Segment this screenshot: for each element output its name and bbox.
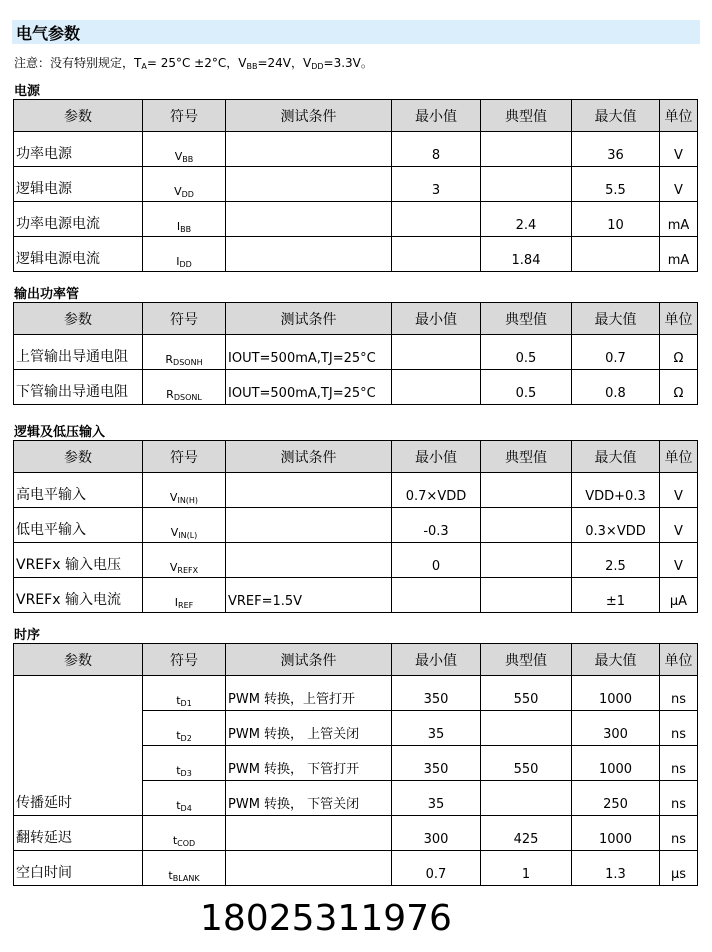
param-cell: 低电平输入	[14, 508, 143, 543]
header-condition: 测试条件	[226, 303, 392, 335]
typ-cell: 425	[481, 816, 572, 851]
symbol-letter: V	[169, 561, 178, 574]
symbol-cell	[143, 370, 226, 405]
typ-cell	[481, 781, 572, 816]
max-cell: 300	[572, 711, 660, 746]
condition-cell	[226, 508, 392, 543]
symbol-letter: t	[172, 834, 178, 847]
typ-cell	[481, 508, 572, 543]
power-table	[13, 99, 698, 272]
table-row	[14, 816, 698, 851]
symbol-cell	[143, 132, 226, 167]
typ-cell	[481, 167, 572, 202]
max-cell	[572, 237, 660, 272]
symbol-letter: R	[165, 353, 174, 366]
table-header-row	[14, 303, 698, 335]
unit-cell: ns	[660, 711, 698, 746]
header-condition: 测试条件	[226, 644, 392, 676]
table-header-row	[14, 441, 698, 473]
symbol-cell	[143, 578, 226, 613]
condition-cell	[226, 816, 392, 851]
typ-cell: 0.5	[481, 370, 572, 405]
max-cell: 1000	[572, 676, 660, 711]
min-cell: -0.3	[392, 508, 481, 543]
typ-cell	[481, 711, 572, 746]
unit-cell: V	[660, 543, 698, 578]
header-typ: 典型值	[481, 644, 572, 676]
unit-cell: V	[660, 132, 698, 167]
symbol-cell	[143, 746, 226, 781]
header-min: 最小值	[392, 441, 481, 473]
min-cell: 350	[392, 746, 481, 781]
symbol-cell	[143, 237, 226, 272]
symbol-cell	[143, 508, 226, 543]
symbol-letter: t	[168, 869, 173, 882]
max-cell: 1.3	[572, 851, 660, 886]
header-max: 最大值	[572, 644, 660, 676]
param-cell: 功率电源电流	[14, 202, 143, 237]
min-cell: 8	[392, 132, 481, 167]
symbol-subscript: D2	[180, 734, 192, 743]
output-table	[13, 302, 698, 405]
symbol-subscript: REF	[178, 601, 194, 610]
header-typ: 典型值	[481, 100, 572, 132]
header-condition: 测试条件	[226, 441, 392, 473]
symbol-cell	[143, 202, 226, 237]
min-cell: 0.7×VDD	[392, 473, 481, 508]
typ-cell	[481, 132, 572, 167]
symbol-letter: V	[170, 526, 179, 539]
unit-cell: μs	[660, 851, 698, 886]
symbol-letter: t	[176, 764, 181, 777]
param-cell: 上管输出导通电阻	[14, 335, 143, 370]
typ-cell: 550	[481, 746, 572, 781]
typ-cell	[481, 543, 572, 578]
condition-cell: IOUT=500mA,TJ=25°C	[226, 370, 392, 405]
symbol-cell	[143, 167, 226, 202]
symbol-subscript: BB	[182, 155, 194, 164]
symbol-cell	[143, 816, 226, 851]
param-cell: 逻辑电源	[14, 167, 143, 202]
timing-table	[13, 643, 698, 886]
table-row	[14, 335, 698, 370]
unit-cell: Ω	[660, 335, 698, 370]
min-cell: 35	[392, 781, 481, 816]
max-cell: 5.5	[572, 167, 660, 202]
condition-cell: VREF=1.5V	[226, 578, 392, 613]
header-param: 参数	[14, 303, 143, 335]
min-cell: 350	[392, 676, 481, 711]
header-typ: 典型值	[481, 441, 572, 473]
condition-cell: PWM 转换， 下管打开	[226, 746, 392, 781]
condition-cell	[226, 167, 392, 202]
symbol-cell	[143, 473, 226, 508]
header-param: 参数	[14, 100, 143, 132]
section-title-output: 输出功率管	[14, 287, 80, 302]
max-cell: 1000	[572, 816, 660, 851]
header-max: 最大值	[572, 303, 660, 335]
max-cell: 0.3×VDD	[572, 508, 660, 543]
table-row	[14, 202, 698, 237]
min-cell	[392, 578, 481, 613]
condition-cell	[226, 851, 392, 886]
section-title-power: 电源	[14, 84, 41, 99]
unit-cell: ns	[660, 781, 698, 816]
symbol-subscript: DSONL	[173, 393, 202, 402]
typ-cell: 550	[481, 676, 572, 711]
param-cell: 下管输出导通电阻	[14, 370, 143, 405]
symbol-letter: R	[166, 388, 174, 401]
min-cell	[392, 370, 481, 405]
max-cell: 1000	[572, 746, 660, 781]
header-param: 参数	[14, 441, 143, 473]
symbol-cell	[143, 543, 226, 578]
header-typ: 典型值	[481, 303, 572, 335]
header-unit: 单位	[660, 644, 698, 676]
unit-cell: ns	[660, 746, 698, 781]
symbol-subscript: BB	[180, 225, 192, 234]
unit-cell: ns	[660, 816, 698, 851]
condition-cell: PWM 转换， 上管关闭	[226, 711, 392, 746]
header-unit: 单位	[660, 100, 698, 132]
max-cell: 0.7	[572, 335, 660, 370]
symbol-subscript: BLANK	[172, 874, 200, 883]
unit-cell: V	[660, 473, 698, 508]
condition-cell	[226, 543, 392, 578]
unit-cell: mA	[660, 237, 698, 272]
min-cell: 300	[392, 816, 481, 851]
min-cell	[392, 202, 481, 237]
header-unit: 单位	[660, 441, 698, 473]
conditions-note: 注意：没有特别规定，$T_A= 25^\circ C \pm 2^\circ C$，$V_{BB}=24V$，$V_{DD}=3.3V$。	[14, 56, 373, 71]
symbol-letter: I	[174, 596, 179, 609]
param-cell: 功率电源	[14, 132, 143, 167]
min-cell: 35	[392, 711, 481, 746]
table-row	[14, 237, 698, 272]
symbol-cell	[143, 676, 226, 711]
header-min: 最小值	[392, 303, 481, 335]
unit-cell: mA	[660, 202, 698, 237]
condition-cell: PWM 转换， 下管关闭	[226, 781, 392, 816]
section-title-timing: 时序	[14, 628, 41, 643]
max-cell: 0.8	[572, 370, 660, 405]
symbol-subscript: D3	[180, 769, 192, 778]
symbol-letter: t	[176, 799, 181, 812]
max-cell: 10	[572, 202, 660, 237]
symbol-letter: V	[174, 185, 182, 198]
table-row	[14, 167, 698, 202]
condition-cell	[226, 202, 392, 237]
header-param: 参数	[14, 644, 143, 676]
header-min: 最小值	[392, 644, 481, 676]
header-max: 最大值	[572, 100, 660, 132]
condition-cell	[226, 237, 392, 272]
symbol-cell	[143, 335, 226, 370]
symbol-letter: t	[176, 729, 181, 742]
symbol-letter: V	[169, 491, 178, 504]
typ-cell: 2.4	[481, 202, 572, 237]
param-cell: 高电平输入	[14, 473, 143, 508]
table-row	[14, 851, 698, 886]
table-row	[14, 370, 698, 405]
symbol-subscript: DD	[181, 190, 194, 199]
param-cell: VREFx 输入电压	[14, 543, 143, 578]
param-cell-group: 传播延时	[14, 676, 143, 816]
table-row	[14, 676, 698, 711]
table-row	[14, 543, 698, 578]
min-cell: 0.7	[392, 851, 481, 886]
min-cell: 0	[392, 543, 481, 578]
symbol-subscript: IN(L)	[178, 531, 198, 540]
param-cell: 空白时间	[14, 851, 143, 886]
symbol-letter: V	[174, 150, 183, 163]
symbol-cell	[143, 851, 226, 886]
header-max: 最大值	[572, 441, 660, 473]
header-symbol: 符号	[143, 441, 226, 473]
header-condition: 测试条件	[226, 100, 392, 132]
max-cell: VDD+0.3	[572, 473, 660, 508]
header-symbol: 符号	[143, 303, 226, 335]
min-cell: 3	[392, 167, 481, 202]
symbol-letter: I	[176, 220, 181, 233]
table-row	[14, 473, 698, 508]
page-title: 电气参数	[16, 24, 81, 43]
symbol-letter: t	[176, 694, 181, 707]
symbol-subscript: D4	[180, 804, 192, 813]
typ-cell	[481, 578, 572, 613]
unit-cell: V	[660, 167, 698, 202]
condition-cell: PWM 转换，上管打开	[226, 676, 392, 711]
typ-cell: 1	[481, 851, 572, 886]
param-cell: 翻转延迟	[14, 816, 143, 851]
symbol-subscript: REFX	[177, 566, 199, 575]
symbol-subscript: COD	[177, 839, 196, 848]
condition-cell: IOUT=500mA,TJ=25°C	[226, 335, 392, 370]
max-cell: 36	[572, 132, 660, 167]
max-cell: 250	[572, 781, 660, 816]
typ-cell: 1.84	[481, 237, 572, 272]
footer-number: 18025311976	[200, 898, 452, 939]
param-cell: 逻辑电源电流	[14, 237, 143, 272]
unit-cell: ns	[660, 676, 698, 711]
header-min: 最小值	[392, 100, 481, 132]
header-symbol: 符号	[143, 100, 226, 132]
param-cell: VREFx 输入电流	[14, 578, 143, 613]
table-header-row	[14, 100, 698, 132]
condition-cell	[226, 132, 392, 167]
symbol-subscript: D1	[180, 699, 192, 708]
max-cell: 2.5	[572, 543, 660, 578]
symbol-subscript: DSONH	[173, 358, 203, 367]
symbol-subscript: DD	[179, 260, 192, 269]
logic-table	[13, 440, 698, 613]
section-title-bar	[12, 20, 700, 44]
min-cell	[392, 237, 481, 272]
table-row	[14, 578, 698, 613]
unit-cell: V	[660, 508, 698, 543]
header-symbol: 符号	[143, 644, 226, 676]
typ-cell: 0.5	[481, 335, 572, 370]
header-unit: 单位	[660, 303, 698, 335]
symbol-letter: I	[176, 255, 180, 268]
unit-cell: Ω	[660, 370, 698, 405]
section-title-logic: 逻辑及低压输入	[14, 425, 106, 440]
table-row	[14, 132, 698, 167]
unit-cell: μA	[660, 578, 698, 613]
condition-cell	[226, 473, 392, 508]
symbol-cell	[143, 711, 226, 746]
symbol-cell	[143, 781, 226, 816]
table-row	[14, 508, 698, 543]
typ-cell	[481, 473, 572, 508]
symbol-subscript: IN(H)	[177, 496, 199, 505]
min-cell	[392, 335, 481, 370]
max-cell: ±1	[572, 578, 660, 613]
table-header-row	[14, 644, 698, 676]
